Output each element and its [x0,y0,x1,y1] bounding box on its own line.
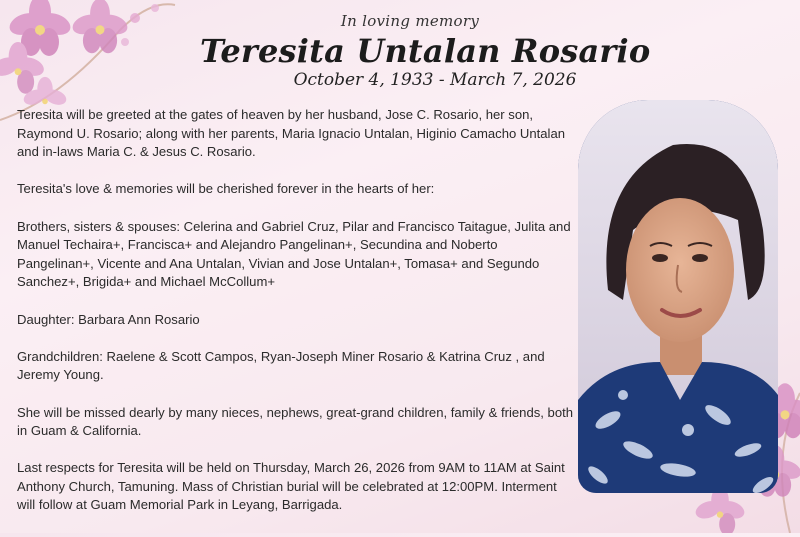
obituary-paragraph-daughter: Daughter: Barbara Ann Rosario [17,311,200,327]
obituary-paragraph-grandchildren: Grandchildren: Raelene & Scott Campos, Ryan-Joseph Miner Rosario & Katrina Cruz , and Jeremy Young. [17,348,545,383]
obituary-paragraph-siblings: Brothers, sisters & spouses: Celerina and Gabriel Cruz, Pilar and Francisco Taitague, Julita and Manuel Techaira+, Francisca+ and Alejandro Pangelinan+, Secundina and Noberto Pangelinan+, Vicente and Ana Untalan, Vivian and Jose Untalan+, Tomasa+ and Segundo Sanchez+, Brigida+ and Michael McCollum+ [17,218,571,290]
life-dates: October 4, 1933 - March 7, 2026 [293,70,577,90]
portrait-photo [578,100,778,493]
portrait-illustration [578,100,778,493]
obituary-text [17,106,577,534]
obituary-paragraph-predeceased: Teresita will be greeted at the gates of heaven by her husband, Jose C. Rosario, her son, Raymond U. Rosario; along with her parents, Maria Ignacio Untalan, Higinio Camacho Untalan and in-laws Maria C. & Jesus C. Rosario. [17,107,566,160]
obituary-paragraph-intro: Teresita's love & memories will be cherished forever in the hearts of her: [17,181,435,197]
memorial-subtitle: In loving memory [340,12,480,30]
obituary-paragraph-services: Last respects for Teresita will be held on Thursday, March 26, 2026 from 9AM to 11AM at Saint Anthony Church, Tamuning. Mass of Christian burial will be celebrated at 12:00PM. Interment will follow at Guam Memorial Park in Leyang, Barrigada. [17,460,565,513]
obituary-paragraph-relatives: She will be missed dearly by many nieces, nephews, great-grand children, family & friends, both in Guam & California. [17,404,574,439]
memorial-header [200,12,651,90]
deceased-name: Teresita Untalan Rosario [200,32,651,70]
